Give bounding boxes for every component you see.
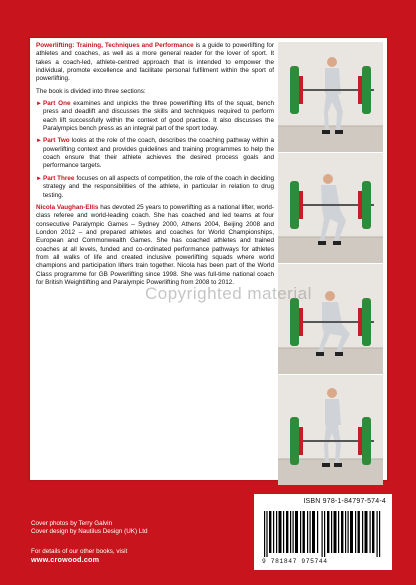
design-credit: Cover design by Nautilus Design (UK) Ltd [31,528,148,536]
book-title: Powerlifting: Training, Techniques and Performance [36,42,194,49]
blurb-text [36,42,274,291]
barcode-box [254,494,392,570]
copyright-watermark: Copyrighted material [145,284,312,303]
lift-photo [278,264,383,374]
photo-sequence [278,42,383,486]
details-text: For details of our other books, visit [31,548,128,555]
sections-intro: The book is divided into three sections: [36,87,146,95]
part-text: looks at the role of the coach, describes the coaching pathway within a powerlifting context and provides guidelines and training programmes to help the coach ensure that their athlete achieves the desired process goals and performance targets. [43,137,274,170]
photo-credit: Cover photos by Terry Galvin [31,520,113,527]
author-bio [36,204,274,287]
part-one [36,100,274,133]
arrow-icon: ► [36,138,42,145]
intro-body: is a guide to powerlifting for athletes and coaches, as well as a more general reader for the lover of sport. It takes a coach-led, athlete-centred approach that is intended to empower the individual, promote excellence and facilitate personal fulfilment within the sport of powerlifting. [36,42,274,83]
part-label: Part One [43,100,71,108]
part-text: focuses on all aspects of competition, the role of the coach in deciding strategy and the responsibilities of the athlete, in particular in relation to drug testing. [43,174,274,199]
lift-photo [278,153,383,263]
lift-photo [278,375,383,485]
footer [31,548,127,564]
cover-credits [31,520,148,536]
isbn-text: ISBN 978-1-84797-574-4 [303,498,386,505]
part-two [36,137,274,170]
barcode-digits: 9 781847 975744 [262,558,328,565]
arrow-icon: ► [36,175,42,182]
author-bio-text: has devoted 25 years to powerlifting as a national lifter, world-class referee and world-leading coach. She has coached and led teams at four consecutive Paralympic Games – Sydney 2000, Athens 2004, Beijing 2008 and London 2012 – and prepared athletes and coaches for World Championships, European and Commonwealth Games. She has coached athletes and trained coaches at all levels, funded and co-ordinated performance pathways for athletes from all walks of life and created inclusive powerlifting squads where world champions and participation lifters train together. Nicola has been part of the World Class programme for GB Powerlifting since 1998. She was full-time national coach for British Weightlifting and Paralympic Powerlifting from 2008 to 2012. [36,203,275,286]
part-label: Part Two [43,137,70,145]
part-label: Part Three [43,174,75,182]
part-text: examines and unpicks the three powerlifting lifts of the squat, bench press and deadlift and discusses the skills and techniques required to perform each lift successfully within the context of good practice. It also discusses the Paralympics bench press as an integral part of the sport today. [43,100,274,133]
author-name: Nicola Vaughan-Ellis [36,203,99,211]
barcode-icon [264,511,384,557]
arrow-icon: ► [36,101,42,108]
intro-paragraph [36,42,274,84]
part-three [36,175,274,200]
lift-photo [278,42,383,152]
content-panel [30,38,387,480]
website-link[interactable]: www.crowood.com [31,555,100,565]
